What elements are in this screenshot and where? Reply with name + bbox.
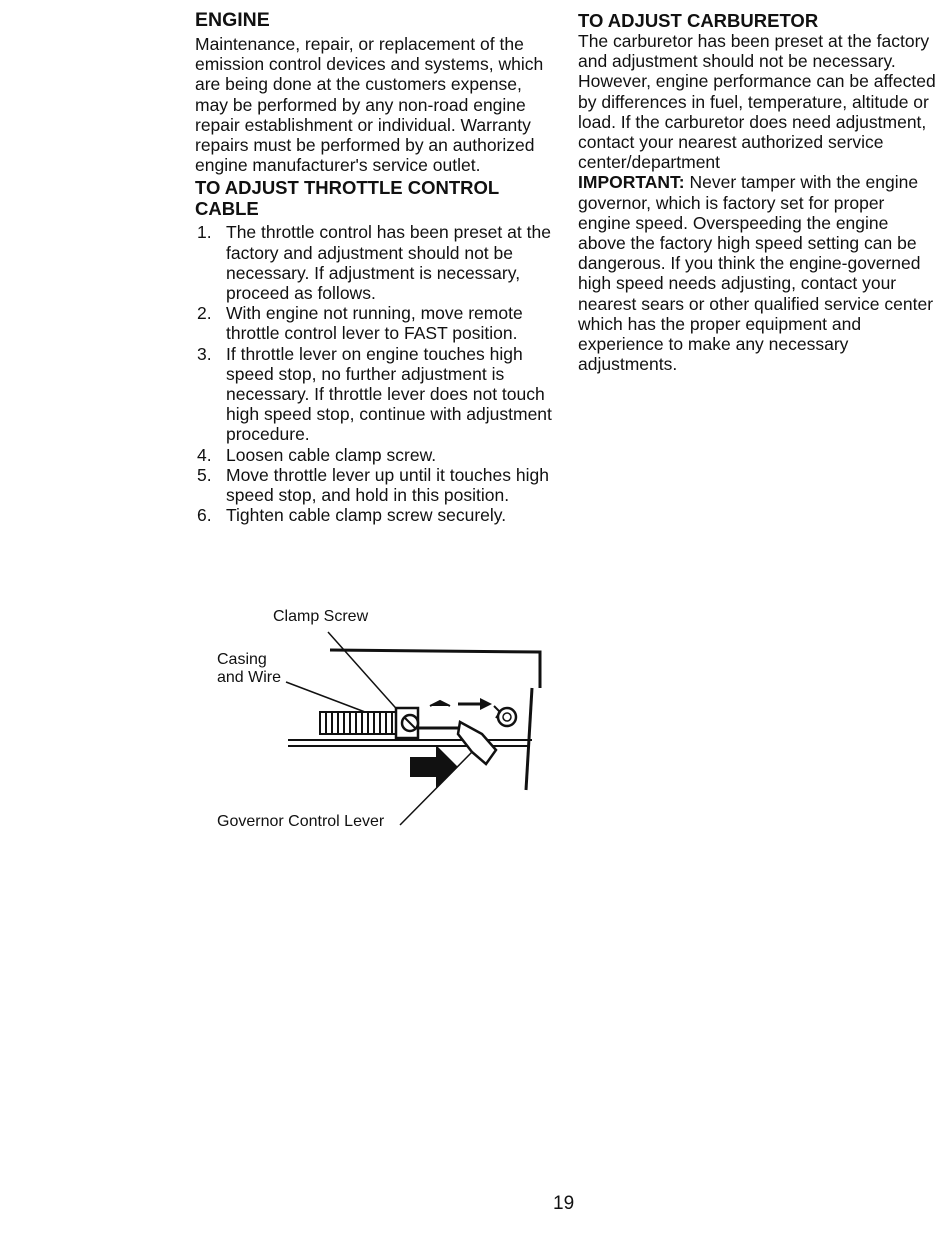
wire-label: and Wire — [217, 669, 282, 686]
step-text: Loosen cable clamp screw. — [226, 444, 437, 465]
list-item — [195, 222, 555, 303]
page-number: 19 — [553, 1193, 575, 1214]
step-text: With engine not running, move remote throttle control lever to FAST position. — [226, 303, 523, 344]
list-item — [195, 303, 555, 343]
step-number: 1. — [197, 222, 212, 243]
carburetor-heading: TO ADJUST CARBURETOR — [578, 10, 819, 31]
step-number: 4. — [197, 444, 212, 465]
throttle-cable-figure — [210, 600, 555, 840]
governor-lever-label: Governor Control Lever — [217, 813, 385, 830]
step-number: 3. — [197, 343, 212, 364]
carburetor-paragraph: The carburetor has been preset at the factory and adjustment should not be necessary. However, engine performance can be affected by differences in fuel, temperature, altitude or load. If the carburetor does need adjustment, contact your nearest authorized service center/department — [578, 31, 936, 173]
step-text: Tighten cable clamp screw securely. — [226, 505, 507, 526]
throttle-steps-list — [195, 222, 555, 525]
list-item — [195, 344, 555, 445]
clamp-screw-label: Clamp Screw — [273, 608, 369, 625]
step-text: If throttle lever on engine touches high speed stop, no further adjustment is necessary. If throttle lever does not touch high speed stop, continue with adjustment procedure. — [226, 343, 552, 445]
casing-label: Casing — [217, 651, 267, 668]
step-number: 5. — [197, 464, 212, 485]
right-column — [578, 10, 938, 374]
list-item — [195, 465, 555, 505]
list-item — [195, 445, 555, 465]
step-text: The throttle control has been preset at the factory and adjustment should not be necessary. If adjustment is necessary, proceed as follows. — [226, 222, 551, 304]
throttle-assembly-illustration — [210, 600, 555, 840]
step-number: 2. — [197, 303, 212, 324]
list-item — [195, 505, 555, 525]
important-label: IMPORTANT: — [578, 172, 685, 193]
engine-paragraph: Maintenance, repair, or replacement of the emission control devices and systems, which are being done at the customers expense, may be performed by any non-road engine repair establishment or individual. Warranty repairs must be performed by an authorized engine manufacturer's service outlet. — [195, 34, 544, 176]
step-number: 6. — [197, 505, 212, 526]
step-text: Move throttle lever up until it touches high speed stop, and hold in this position. — [226, 464, 549, 506]
engine-heading: ENGINE — [195, 9, 270, 31]
important-text: Never tamper with the engine governor, which is factory set for proper engine speed. Overspeeding the engine above the factory high speed setting can be dangerous. If you think the engine-governed high speed needs adjusting, contact your nearest sears or other qualified service center which has the proper equipment and experience to make any necessary adjustments. — [578, 172, 934, 375]
throttle-heading: TO ADJUST THROTTLE CONTROL CABLE — [195, 177, 499, 220]
left-column — [195, 10, 555, 525]
important-paragraph — [578, 172, 938, 374]
